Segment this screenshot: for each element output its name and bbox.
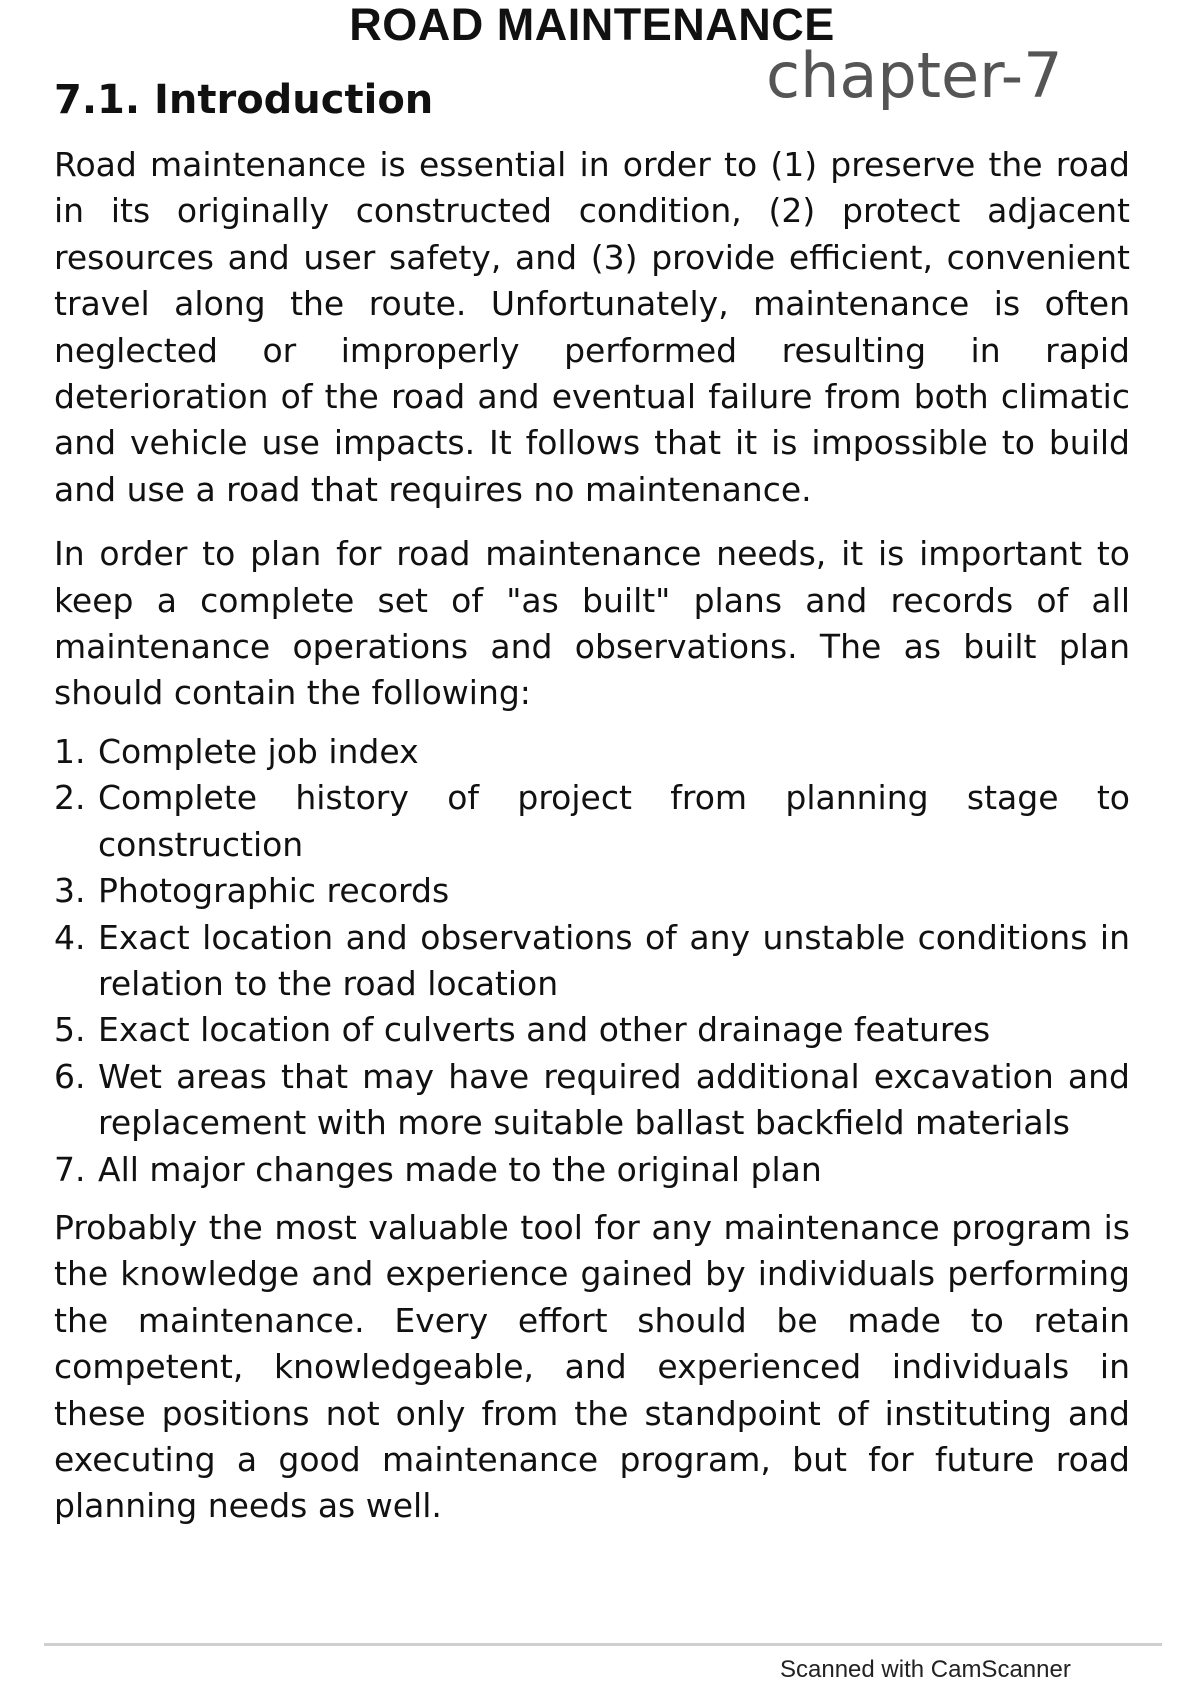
list-item-number: 2.	[54, 778, 86, 818]
list-item-text: Exact location and observations of any unstable conditions in relation to the road location	[98, 917, 1130, 1003]
list-item-number: 3.	[54, 871, 86, 911]
list-item	[54, 868, 1130, 914]
list-item-number: 1.	[54, 731, 86, 771]
list-item-text: Wet areas that may have required additional excavation and replacement with more suitable ballast backfield materials	[98, 1056, 1130, 1143]
footer-divider	[44, 1643, 1162, 1646]
requirements-list	[54, 729, 1130, 1193]
section-heading: 7.1. Introduction	[54, 77, 434, 123]
chapter-note: chapter-7	[766, 39, 1063, 112]
list-item-text: Exact location of culverts and other drainage features	[98, 1010, 991, 1050]
document-title: ROAD MAINTENANCE	[349, 0, 835, 50]
list-item-number: 7.	[54, 1149, 86, 1189]
list-item	[54, 1147, 1130, 1193]
paragraph: In order to plan for road maintenance needs, it is important to keep a complete set of "as built" plans and records of all maintenance operations and observations. The as built plan should contain the following:	[54, 534, 1130, 713]
scanner-watermark: Scanned with CamScanner	[780, 1656, 1071, 1683]
list-item	[54, 775, 1130, 868]
list-item-text: All major changes made to the original plan	[98, 1149, 822, 1189]
list-item-text: Photographic records	[98, 871, 450, 911]
paragraph: Road maintenance is essential in order to (1) preserve the road in its originally constructed condition, (2) protect adjacent resources and user safety, and (3) provide efficient, convenient travel along the route. Unfortunately, maintenance is often neglected or improperly performed resulting in rapid deterioration of the road and eventual failure from both climatic and vehicle use impacts. It follows that it is impossible to build and use a road that requires no maintenance.	[54, 145, 1130, 509]
document-body	[54, 142, 1130, 1530]
list-item	[54, 1054, 1130, 1147]
paragraph: Probably the most valuable tool for any maintenance program is the knowledge and experience gained by individuals performing the maintenance. Every effort should be made to retain competent, knowledgeable, and experienced individuals in these positions not only from the standpoint of instituting and executing a good maintenance program, but for future road planning needs as well.	[54, 1207, 1130, 1526]
list-item-text: Complete history of project from planning stage to construction	[98, 778, 1130, 864]
list-item-text: Complete job index	[98, 731, 419, 771]
list-item-number: 5.	[54, 1010, 86, 1050]
list-item	[54, 915, 1130, 1008]
list-item	[54, 1007, 1130, 1053]
list-item	[54, 729, 1130, 775]
list-item-number: 4.	[54, 917, 86, 957]
list-item-number: 6.	[54, 1056, 86, 1096]
